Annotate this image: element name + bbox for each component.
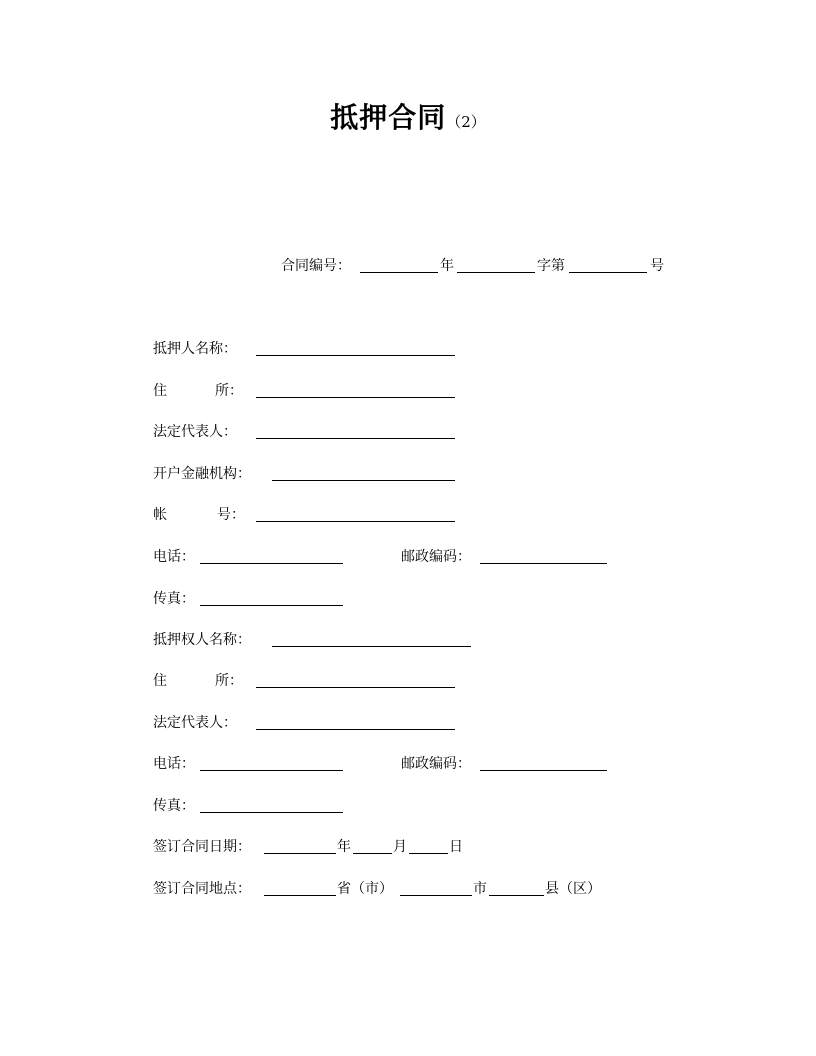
mortgagee-phone-row xyxy=(0,753,816,775)
mortgagee-postcode-blank[interactable] xyxy=(480,770,607,771)
sign-place-label: 签订合同地点： xyxy=(153,881,251,897)
document-title xyxy=(0,96,816,136)
mortgagee-address-label-b: 所： xyxy=(215,673,243,689)
sign-date-row xyxy=(0,836,816,858)
mortgagor-phone-blank[interactable] xyxy=(200,563,343,564)
mortgagor-name-blank[interactable] xyxy=(256,355,455,356)
mortgagee-address-row xyxy=(0,670,816,692)
title-suffix: （2） xyxy=(446,113,486,131)
mortgagor-fax-row xyxy=(0,588,816,610)
mortgagor-phone-label: 电话： xyxy=(153,549,195,565)
mortgagor-account-label-a: 帐 xyxy=(153,507,167,523)
mortgagor-postcode-label: 邮政编码： xyxy=(401,549,471,565)
mortgagee-name-blank[interactable] xyxy=(272,646,471,647)
mortgagee-fax-label: 传真： xyxy=(153,798,195,814)
mortgagee-fax-row xyxy=(0,795,816,817)
mortgagor-fax-blank[interactable] xyxy=(200,605,343,606)
mortgagor-address-row xyxy=(0,380,816,402)
sign-place-county: 县（区） xyxy=(545,881,601,897)
mortgagor-phone-row xyxy=(0,546,816,568)
mortgagee-name-label: 抵押权人名称： xyxy=(153,632,251,648)
mortgagor-postcode-blank[interactable] xyxy=(480,563,607,564)
mortgagor-legal-rep-blank[interactable] xyxy=(256,438,455,439)
mortgagee-name-row xyxy=(0,629,816,651)
sign-place-row xyxy=(0,878,816,900)
mortgagor-address-blank[interactable] xyxy=(256,397,455,398)
sign-date-year-blank[interactable] xyxy=(264,853,336,854)
mortgagor-account-row xyxy=(0,504,816,526)
mortgagee-phone-blank[interactable] xyxy=(200,770,343,771)
sign-place-province: 省（市） xyxy=(337,881,393,897)
contract-number-label: 合同编号： xyxy=(281,258,351,274)
mortgagor-name-row xyxy=(0,338,816,360)
sign-date-day-blank[interactable] xyxy=(409,853,448,854)
sign-place-city: 市 xyxy=(473,881,487,897)
mortgagor-address-label-b: 所： xyxy=(215,383,243,399)
mortgagee-phone-label: 电话： xyxy=(153,756,195,772)
mortgagee-legal-rep-label: 法定代表人： xyxy=(153,715,237,731)
sign-date-month: 月 xyxy=(393,839,407,855)
mortgagor-legal-rep-label: 法定代表人： xyxy=(153,424,237,440)
sign-place-county-blank[interactable] xyxy=(489,895,544,896)
contract-number-blank-1[interactable] xyxy=(360,272,438,273)
sign-date-month-blank[interactable] xyxy=(353,853,392,854)
mortgagor-bank-label: 开户金融机构： xyxy=(153,466,251,482)
title-main: 抵押合同 xyxy=(330,101,447,134)
mortgagor-bank-row xyxy=(0,463,816,485)
mortgagor-fax-label: 传真： xyxy=(153,591,195,607)
contract-number-year: 年 xyxy=(440,258,454,274)
mortgagor-name-label: 抵押人名称： xyxy=(153,341,237,357)
mortgagee-legal-rep-row xyxy=(0,712,816,734)
mortgagee-legal-rep-blank[interactable] xyxy=(256,729,455,730)
mortgagee-postcode-label: 邮政编码： xyxy=(401,756,471,772)
mortgagor-account-label-b: 号： xyxy=(217,507,245,523)
sign-date-year: 年 xyxy=(337,839,351,855)
contract-number-blank-3[interactable] xyxy=(569,272,647,273)
mortgagor-account-blank[interactable] xyxy=(256,521,455,522)
mortgagor-bank-blank[interactable] xyxy=(272,480,455,481)
mortgagee-address-blank[interactable] xyxy=(256,687,455,688)
sign-place-city-blank[interactable] xyxy=(400,895,472,896)
mortgagor-legal-rep-row xyxy=(0,421,816,443)
sign-date-day: 日 xyxy=(449,839,463,855)
sign-date-label: 签订合同日期： xyxy=(153,839,251,855)
mortgagee-address-label-a: 住 xyxy=(153,673,167,689)
contract-number-zidi: 字第 xyxy=(537,258,565,274)
contract-number-blank-2[interactable] xyxy=(457,272,535,273)
mortgagor-address-label-a: 住 xyxy=(153,383,167,399)
contract-number-hao: 号 xyxy=(650,258,664,274)
sign-place-province-blank[interactable] xyxy=(264,895,336,896)
contract-number-row xyxy=(0,255,816,277)
mortgagee-fax-blank[interactable] xyxy=(200,812,343,813)
